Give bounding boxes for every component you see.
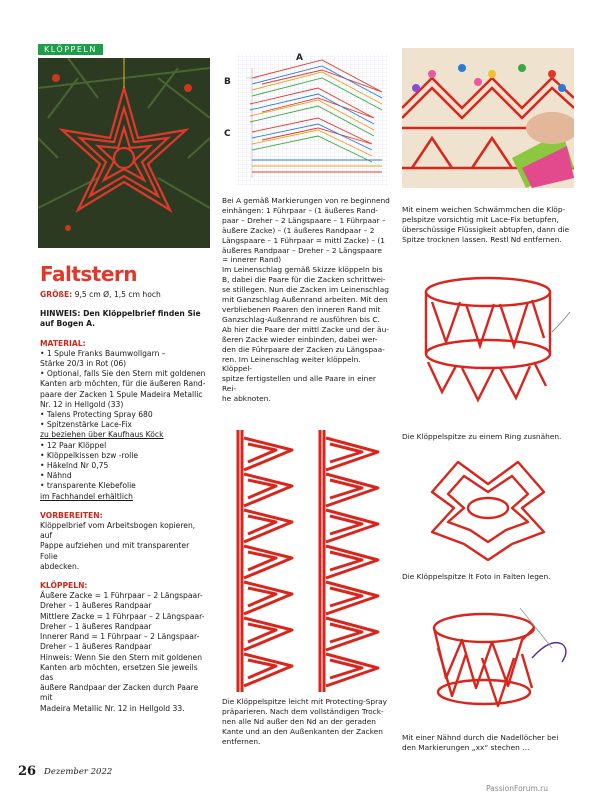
caption-spray bbox=[222, 697, 394, 747]
material-line: • Talens Protecting Spray 680 bbox=[40, 410, 153, 420]
page-number: 26 bbox=[18, 764, 37, 779]
hint-text: HINWEIS: Den Klöppelbrief finden Sie auf Bogen A. bbox=[40, 309, 201, 329]
caption-line: Mit einer Nähnd durch die Nadellöcher bei bbox=[402, 733, 559, 742]
caption-line: Mit einem weichen Schwämmchen die Klöp- bbox=[402, 205, 566, 214]
size-label: GRÖßE: bbox=[40, 290, 73, 299]
material-heading: MATERIAL: bbox=[40, 338, 86, 348]
lace-line: Innerer Rand = 1 Führpaar – 2 Längspaar- bbox=[40, 632, 200, 642]
star-ornament-photo bbox=[38, 58, 210, 248]
material-line: • 1 Spule Franks Baumwollgarn – bbox=[40, 348, 166, 358]
caption-line: Spitze trocknen lassen. Restl Nd entfernen. bbox=[402, 234, 562, 244]
lace-line: Dreher – 1 äußeres Randpaar bbox=[40, 601, 152, 611]
watermark: PassionForum.ru bbox=[486, 784, 549, 793]
sponge-photo bbox=[402, 48, 574, 188]
lace-line: Äußere Zacke = 1 Führpaar – 2 Längspaar- bbox=[40, 591, 203, 601]
mid-line: Ab hier die Paare der mittl Zacke und der äu- bbox=[222, 324, 389, 334]
lace-line: Madeira Metallic Nr. 12 in Hellgold 33. bbox=[40, 703, 185, 713]
mid-line: äußeres Randpaar – Dreher – 2 Längspaare bbox=[222, 245, 382, 255]
lace-line: Dreher – 1 äußeres Randpaar bbox=[40, 621, 152, 631]
material-line: zu beziehen über Kaufhaus Köck bbox=[40, 430, 164, 440]
caption-needle bbox=[402, 733, 582, 753]
caption-sponge bbox=[402, 205, 582, 245]
lace-ring-photo bbox=[402, 262, 574, 412]
lace-heading: KLÖPPELN: bbox=[40, 581, 88, 591]
lace-line: Kanten arb möchten, ersetzen Sie jeweils das bbox=[40, 662, 198, 682]
caption-line: pelspitze vorsichtig mit Lace-Fix betupfen, bbox=[402, 214, 559, 224]
page-title: Faltstern bbox=[40, 262, 138, 286]
material-line: • Optional, falls Sie den Stern mit goldenen bbox=[40, 369, 206, 379]
mid-line: einhängen: 1 Führpaar – (1 äußeres Rand- bbox=[222, 205, 378, 215]
material-line: • Häkelnd Nr 0,75 bbox=[40, 461, 109, 471]
mid-line: Längspaare – 1 Führpaar = mittl Zacke) – (1 bbox=[222, 235, 385, 245]
mid-line: = innerer Rand) bbox=[222, 255, 282, 265]
material-line: Stärke 20/3 in Rot (06) bbox=[40, 359, 127, 369]
size-value: 9,5 cm Ø, 1,5 cm hoch bbox=[74, 290, 161, 299]
diagram-label-b: B bbox=[224, 77, 231, 87]
caption-line: entfernen. bbox=[222, 736, 261, 746]
prep-line: Pappe aufziehen und mit transparenter Folie bbox=[40, 541, 190, 561]
caption-line: präparieren. Nach dem vollständigen Trock- bbox=[222, 706, 384, 716]
mid-line: Im Leinenschlag gemäß Skizze klöppeln bis bbox=[222, 265, 383, 275]
folded-lace-photo bbox=[402, 448, 574, 568]
section-tag: KLÖPPELN bbox=[38, 44, 103, 55]
diagram-label-c: C bbox=[224, 129, 231, 139]
caption-fold: Die Klöppelspitze lt Foto in Falten legen. bbox=[402, 572, 551, 581]
mid-line: paar – Dreher – 2 Längspaare – 1 Führpaar – bbox=[222, 215, 386, 225]
mid-line: verbliebenen Paaren den inneren Rand mit bbox=[222, 304, 381, 314]
caption-line: Die Klöppelspitze leicht mit Protecting-Spray bbox=[222, 697, 388, 706]
lace-line: Dreher – 1 äußeres Randpaar bbox=[40, 642, 152, 652]
material-line: • Spitzenstärke Lace-Fix bbox=[40, 420, 132, 430]
mid-line: he abknoten. bbox=[222, 394, 271, 404]
mid-line: mit Ganzschlag Außenrand arbeiten. Mit den bbox=[222, 295, 388, 305]
lace-line: Hinweis: Wenn Sie den Stern mit goldenen bbox=[40, 652, 203, 662]
issue-date: Dezember 2022 bbox=[44, 767, 113, 777]
material-line: paare der Zacken 1 Spule Madeira Metallic bbox=[40, 389, 203, 399]
prep-line: abdecken. bbox=[40, 561, 80, 571]
prep-heading: VORBEREITEN: bbox=[40, 510, 103, 520]
instructions-middle-column bbox=[222, 196, 392, 404]
mid-line: Bei A gemäß Markierungen von re beginnend bbox=[222, 196, 390, 205]
prep-line: Klöppelbrief vom Arbeitsbogen kopieren, auf bbox=[40, 521, 196, 541]
caption-ring: Die Klöppelspitze zu einem Ring zusnähen. bbox=[402, 432, 562, 441]
lace-diagram bbox=[222, 48, 392, 190]
instructions-left-column bbox=[40, 290, 208, 714]
lace-strips-photo bbox=[222, 430, 394, 692]
mid-line: Ganzschlag-Außenrand re ausführen bis C. bbox=[222, 314, 380, 324]
caption-line: überschüssige Flüssigkeit abtupfen, dann die bbox=[402, 224, 570, 234]
caption-line: nen alle Nd außer den Nd an der geraden bbox=[222, 716, 376, 726]
caption-line: Kante und an den Außenkanten der Zacken bbox=[222, 726, 383, 736]
caption-line: den Markierungen „xx“ stechen … bbox=[402, 742, 530, 752]
material-line: • 12 Paar Klöppel bbox=[40, 440, 107, 450]
mid-line: äußere Zacke) – (1 äußeres Randpaar – 2 bbox=[222, 225, 375, 235]
material-line: Kanten arb möchten, für die äußeren Rand- bbox=[40, 379, 206, 389]
material-line: • transparente Klebefolie bbox=[40, 481, 136, 491]
material-line: • Nähnd bbox=[40, 471, 72, 481]
needle-sewing-photo bbox=[402, 588, 574, 728]
mid-line: ßeren Zacke wieder einbinden, dabei wer- bbox=[222, 334, 378, 344]
mid-line: B, dabei die Paare für die Zacken schrittwei- bbox=[222, 275, 386, 285]
mid-line: den die Führpaare der Zacken zu Längspaa- bbox=[222, 344, 385, 354]
mid-line: ren. Im Leinenschlag weiter klöppeln. Klöppel- bbox=[222, 354, 361, 374]
diagram-label-a: A bbox=[296, 53, 303, 63]
material-line: • Klöppelkissen bzw -rolle bbox=[40, 450, 139, 460]
material-line: im Fachhandel erhältlich bbox=[40, 491, 133, 501]
mid-line: spitze fertigstellen und alle Paare in einer Rei- bbox=[222, 374, 376, 394]
lace-line: äußere Randpaar der Zacken durch Paare mit bbox=[40, 683, 199, 703]
lace-line: Mittlere Zacke = 1 Führpaar – 2 Längspaar- bbox=[40, 611, 205, 621]
mid-line: se stillegen. Nun die Zacken im Leinenschlag bbox=[222, 285, 389, 295]
material-line: Nr. 12 in Hellgold (33) bbox=[40, 399, 124, 409]
